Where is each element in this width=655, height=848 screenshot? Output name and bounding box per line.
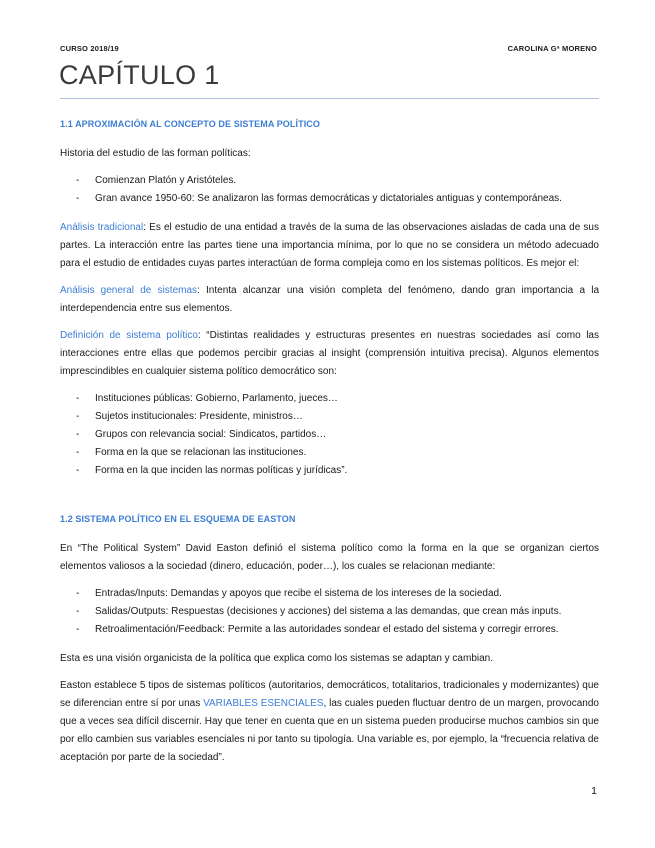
paragraph-traditional-analysis	[60, 219, 599, 273]
list-item: - Sujetos institucionales: Presidente, ministros…	[60, 408, 599, 426]
list-item: - Comienzan Platón y Aristóteles.	[60, 172, 599, 190]
paragraph-text: : Es el estudio de una entidad a través de la suma de las observaciones aisladas de cada una de sus partes. La interacción entre las partes tiene una importancia mínima, por lo que no se considera un método adecuado para el estudio de entidades cuyas partes interactúan de forma compleja como en los sistemas políticos. Es mejor el:	[60, 222, 599, 269]
list-item: - Salidas/Outputs: Respuestas (decisiones y acciones) del sistema a las demandas, que crean más inputs.	[60, 603, 599, 621]
list-item: - Gran avance 1950-60: Se analizaron las formas democráticas y dictatoriales antiguas y contemporáneas.	[60, 190, 599, 208]
list-item: - Forma en la que se relacionan las instituciones.	[60, 444, 599, 462]
list-item: - Retroalimentación/Feedback: Permite a las autoridades sondear el estado del sistema y corregir errores.	[60, 621, 599, 639]
list-item: - Grupos con relevancia social: Sindicatos, partidos…	[60, 426, 599, 444]
paragraph-definition	[60, 327, 599, 381]
term-general-systems: Análisis general de sistemas	[60, 285, 198, 296]
elements-list	[60, 390, 599, 480]
paragraph-text: : “Distintas realidades y estructuras presentes en nuestras sociedades así como las interacciones entre ellas que podemos percibir gracias al insight (comprensión intuitiva precisa). Algunos elementos imprescindibles en cualquier sistema político democrático son:	[60, 330, 599, 377]
paragraph-system-types	[60, 677, 599, 767]
list-item: - Forma en la que inciden las normas políticas y jurídicas”.	[60, 462, 599, 480]
paragraph-text: , las cuales pueden fluctuar dentro de un margen, provocando que a veces sea difícil discernir. Hay que tener en cuenta que en un sistema pueden producirse muchos cambios sin que por ello cambien sus variables esenciales ni por tanto su tipología. Una variable es, por ejemplo, la “frecuencia relativa de aceptación por parte de la sociedad”.	[60, 698, 599, 763]
section-heading-1-1: 1.1 APROXIMACIÓN AL CONCEPTO DE SISTEMA POLÍTICO	[60, 119, 320, 129]
chapter-title: CAPÍTULO 1	[59, 60, 220, 90]
paragraph-organicist-vision: Esta es una visión organicista de la política que explica como los sistemas se adaptan y cambian.	[60, 653, 494, 664]
easton-intro: En “The Political System” David Easton definió el sistema político como la forma en la que se organizan ciertos elementos valiosos a la sociedad (dinero, educación, poder…), los cuales se relacionan mediante:	[60, 543, 599, 572]
paragraph-general-systems	[60, 282, 599, 318]
list-item: - Instituciones públicas: Gobierno, Parlamento, jueces…	[60, 390, 599, 408]
history-list	[60, 172, 599, 208]
mechanisms-list	[60, 585, 599, 639]
term-traditional-analysis: Análisis tradicional	[60, 222, 144, 233]
section-heading-1-2: 1.2 SISTEMA POLÍTICO EN EL ESQUEMA DE EASTON	[60, 514, 296, 524]
term-essential-variables: VARIABLES ESENCIALES	[203, 698, 324, 709]
paragraph-text: : Intenta alcanzar una visión completa del fenómeno, dando gran importancia a la interdependencia entre sus elementos.	[60, 285, 600, 314]
header-course: CURSO 2018/19	[60, 44, 119, 53]
list-item: - Entradas/Inputs: Demandas y apoyos que recibe el sistema de los intereses de la sociedad.	[60, 585, 599, 603]
paragraph-text: Easton establece 5 tipos de sistemas políticos (autoritarios, democráticos, totalitarios, tradicionales y modernizantes) que se diferencian entre sí por unas	[60, 680, 599, 709]
history-intro: Historia del estudio de las forman políticas:	[60, 148, 251, 159]
page-number: 1	[591, 785, 597, 797]
header-author: CAROLINA Gª MORENO	[507, 44, 597, 53]
document-body	[60, 108, 599, 776]
term-definition: Definición de sistema político	[60, 330, 198, 341]
title-divider	[60, 98, 599, 99]
